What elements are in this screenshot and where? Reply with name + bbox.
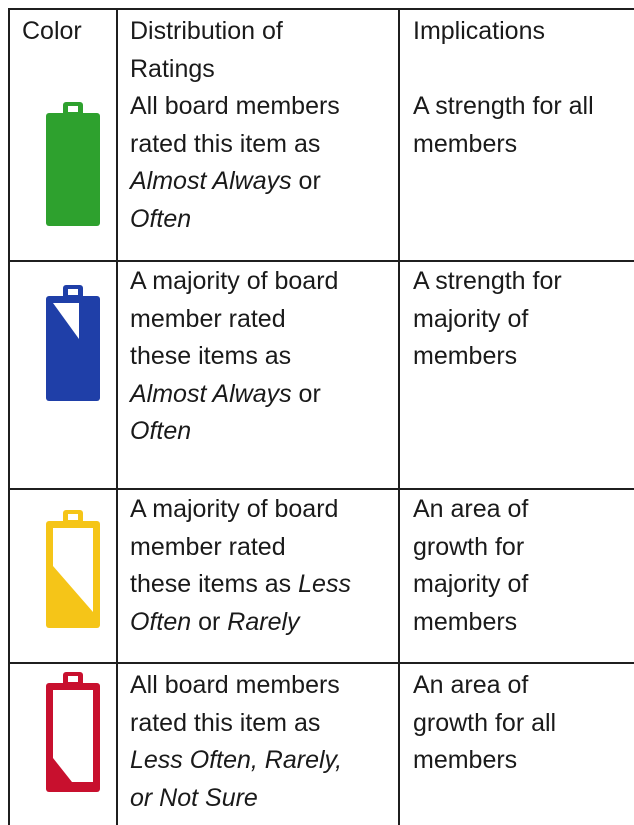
blue-battery-icon [46,285,100,401]
battery-body [46,113,100,226]
row-divider-3 [8,662,634,664]
row-4-distribution: All board members rated this item as Less Often, Rarely, or Not Sure [130,671,343,812]
red-battery-icon [46,672,100,792]
row-4-implications: An area of growth for all members [413,671,557,774]
header-implications: Implications [413,17,545,45]
row-2-distribution: A majority of board member rated these items as Almost Always or Often [130,267,339,445]
column-divider-2 [398,8,400,825]
table-border-left [8,8,10,825]
table-border-top [8,8,634,10]
column-divider-1 [116,8,118,825]
row-divider-1 [8,260,634,262]
row-3-implications: An area of growth for majority of members [413,495,529,636]
row-divider-2 [8,488,634,490]
row-1-implications: A strength for all members [413,92,594,158]
header-distribution: Distribution of Ratings [130,17,283,83]
row-3-distribution: A majority of board member rated these items as Less Often or Rarely [130,495,351,636]
row-1-distribution: All board members rated this item as Almost Always or Often [130,92,340,233]
row-2-implications: A strength for majority of members [413,267,562,370]
header-color: Color [22,17,82,45]
green-battery-icon [46,102,100,226]
yellow-battery-icon [46,510,100,628]
